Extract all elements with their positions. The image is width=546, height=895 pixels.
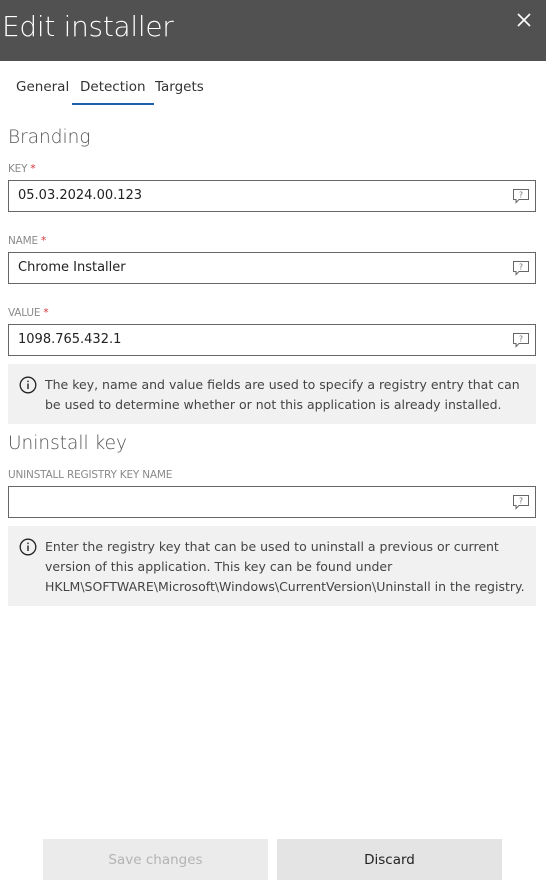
tab-detection[interactable]: Detection <box>72 74 154 105</box>
branding-info-text: The key, name and value fields are used to specify a registry entry that can be used to determine whether or not this application is already installed. <box>45 377 520 412</box>
branding-section-title: Branding <box>8 127 91 148</box>
comment-icon[interactable] <box>512 188 530 204</box>
required-marker: * <box>40 235 46 247</box>
tab-targets[interactable]: Targets <box>155 79 204 95</box>
uninstall-info-text: Enter the registry key that can be used to uninstall a previous or current version of this application. This key can be found under HKLM\SOFTWARE\Microsoft\Windows\CurrentVersion\Uninstall in the registry. <box>45 539 525 594</box>
dialog-title: Edit installer <box>2 10 174 43</box>
comment-icon[interactable] <box>512 332 530 348</box>
save-changes-button[interactable]: Save changes <box>43 839 268 880</box>
uninstall-info-box <box>8 526 536 606</box>
close-icon[interactable] <box>512 8 536 32</box>
dialog-header <box>0 0 546 61</box>
branding-info-box <box>8 364 536 424</box>
name-label-text: NAME <box>8 235 38 247</box>
value-label <box>8 307 48 319</box>
name-field-value: Chrome Installer <box>18 260 126 275</box>
uninstall-key-label: UNINSTALL REGISTRY KEY NAME <box>8 469 173 481</box>
tab-general[interactable]: General <box>16 79 70 95</box>
svg-text:?: ? <box>519 496 523 506</box>
key-field-value: 05.03.2024.00.123 <box>18 188 143 203</box>
discard-button[interactable]: Discard <box>277 839 502 880</box>
uninstall-key-field[interactable] <box>8 486 536 518</box>
svg-text:?: ? <box>519 262 523 272</box>
key-field[interactable] <box>8 180 536 212</box>
info-icon <box>19 376 37 394</box>
svg-text:?: ? <box>519 334 523 344</box>
name-field[interactable] <box>8 252 536 284</box>
comment-icon[interactable] <box>512 494 530 510</box>
uninstall-section-title: Uninstall key <box>8 433 127 454</box>
svg-text:?: ? <box>519 190 523 200</box>
comment-icon[interactable] <box>512 260 530 276</box>
name-label <box>8 235 46 247</box>
required-marker: * <box>43 307 49 319</box>
key-label-text: KEY <box>8 163 28 175</box>
key-label <box>8 163 35 175</box>
value-label-text: VALUE <box>8 307 41 319</box>
value-field-value: 1098.765.432.1 <box>18 332 122 347</box>
info-icon <box>19 538 37 556</box>
value-field[interactable] <box>8 324 536 356</box>
required-marker: * <box>30 163 36 175</box>
